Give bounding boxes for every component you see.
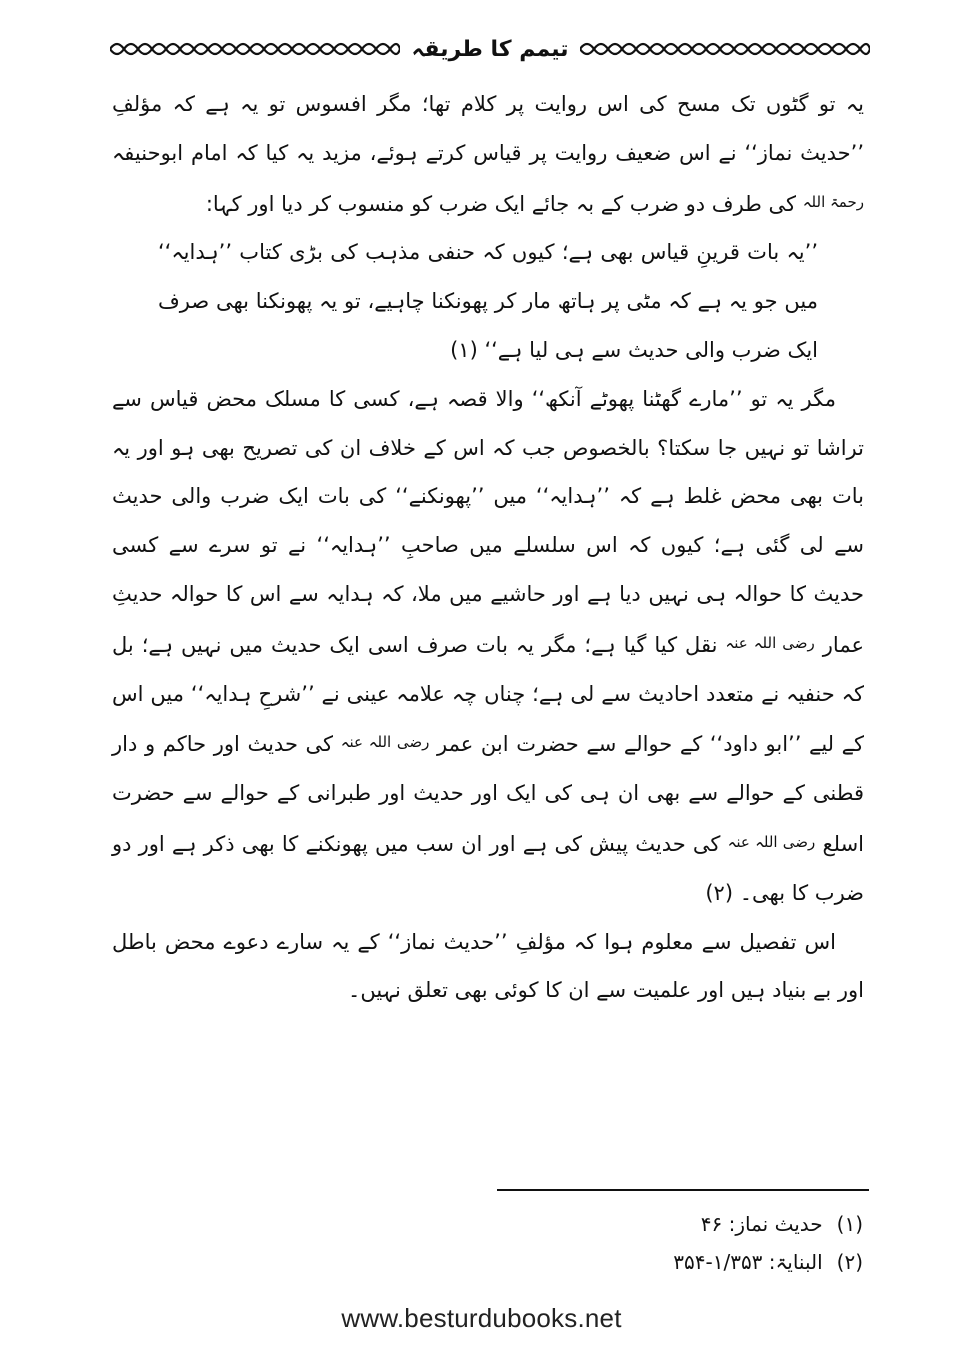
running-header: [110, 34, 870, 64]
paragraph-2-part-a: مگر یہ تو ’’مارے گھٹنا پھوٹے آنکھ‘‘ والا قصہ ہے، کسی کا مسلک محض قیاس سے تراشا تو نہیں جا سکتا؟ بالخصوص جب کہ اس کے خلاف ان کی تصریح بھی ہو اور یہ بات بھی محض غلط ہے کہ ’’ہدایہ‘‘ میں ’’پھونکنے‘‘ کی بات ایک ضرب والی حدیث سے لی گئی ہے؛ کیوں کہ اس سلسلے میں صاحبِ ’’ہدایہ‘‘ نے تو سرے سے کسی حدیث کا حوالہ ہی نہیں دیا ہے اور حاشیے میں ملا، کہ ہدایہ سے اس کا حوالہ حدیثِ عمار: [112, 386, 864, 657]
paragraph-2-part-d: کی حدیث پیش کی ہے اور ان سب میں پھونکنے کا بھی ذکر ہے اور دو ضرب کا بھی۔: [112, 831, 864, 905]
footnote-2-text: البنایۃ: ۱/۳۵۳-۳۵۴: [673, 1250, 823, 1274]
website-watermark: www.besturdubooks.net: [341, 1303, 622, 1333]
page-title: تیمم کا طریقہ: [411, 36, 569, 62]
paragraph-3-text: اس تفصیل سے معلوم ہوا کہ مؤلفِ ’’حدیث نماز‘‘ کے یہ سارے دعوے محض باطل اور بے بنیاد ہیں اور علمیت سے ان کا کوئی بھی تعلق نہیں۔: [112, 929, 864, 1003]
quote-text: ’’یہ بات قرینِ قیاس بھی ہے؛ کیوں کہ حنفی مذہب کی بڑی کتاب ’’ہدایہ‘‘ میں جو یہ ہے کہ مٹی پر ہاتھ مار کر پھونکنا چاہیے، تو یہ پھونکنا بھی صرف ایک ضرب والی حدیث سے ہی لیا ہے‘‘: [158, 240, 818, 362]
honorific-ibn-umar: رضی اللہ عنہ: [340, 733, 430, 752]
footnote-1-number: (۱): [836, 1212, 863, 1236]
footnote-divider: [497, 1189, 869, 1191]
footnote-2-number: (۲): [836, 1250, 863, 1274]
block-quote: [158, 228, 818, 374]
footnote-2: [443, 1243, 863, 1281]
paragraph-2-part-b: نقل کیا گیا ہے؛ مگر یہ بات صرف اسی ایک حدیث میں نہیں ہے؛ بل کہ حنفیہ نے متعدد احادیث سے لی ہے؛ چناں چہ علامہ عینی نے ’’شرحِ ہدایہ‘‘ میں اس کے لیے ’’ابو داود‘‘ کے حوالے سے حضرت ابن عمر: [112, 632, 864, 757]
paragraph-1-part-b: کی طرف دو ضرب کے بہ جائے ایک ضرب کو منسوب کر دیا اور کہا:: [205, 191, 797, 216]
paragraph-2: [112, 375, 864, 918]
honorific-ammar: رضی اللہ عنہ: [725, 633, 815, 652]
paragraph-3: [112, 918, 864, 1016]
paragraph-2-footnote-ref: (۲): [705, 880, 734, 905]
footnote-1-text: حدیث نماز: ۴۶: [700, 1212, 823, 1236]
footnote-1: [443, 1205, 863, 1243]
paragraph-1: [112, 80, 864, 228]
paragraph-1-part-a: یہ تو گٹوں تک مسح کی اس روایت پر کلام تھا؛ مگر افسوس تو یہ ہے کہ مؤلفِ ’’حدیث نماز‘‘ نے اس ضعیف روایت پر قیاس کرتے ہوئے، مزید یہ کیا کہ امام ابوحنیفہ: [112, 92, 864, 165]
quote-footnote-ref: (۱): [450, 337, 478, 362]
footnotes: [443, 1205, 863, 1281]
decorative-border-right-icon: [580, 38, 870, 60]
decorative-border-left-icon: [110, 38, 400, 60]
honorific-aslaa: رضی اللہ عنہ: [727, 832, 816, 851]
main-text: [112, 80, 864, 1015]
paragraph-2-part-c: کی حدیث اور حاکم و دار قطنی کے حوالے سے بھی ان ہی کی ایک اور حدیث اور طبرانی کے حوالے سے حضرت اسلع: [112, 732, 864, 856]
honorific-abu-hanifa: رحمۃ اللہ: [802, 192, 864, 211]
